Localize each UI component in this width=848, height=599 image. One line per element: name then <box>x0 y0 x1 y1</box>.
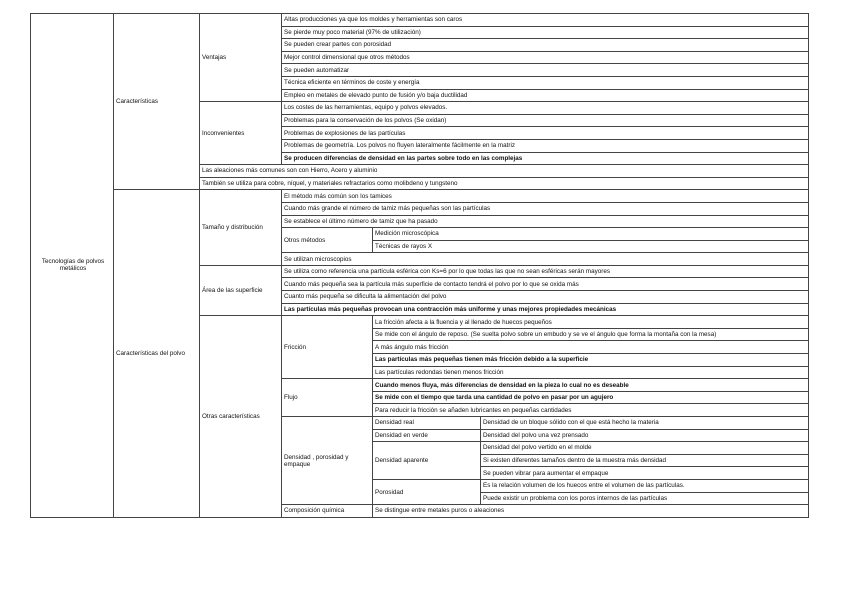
tamano-item: Se establece el último número de tamiz que ha pasado <box>282 215 809 228</box>
area-item: Se utiliza como referencia una partícula esférica con Ks=6 por lo que todas las que no sean esféricas serán mayores <box>282 265 809 278</box>
densidad-aparente-item: Densidad del polvo vertido en el molde <box>481 442 809 455</box>
area-label: Área de las superficie <box>200 265 282 315</box>
nota-item: También se utiliza para cobre, níquel, y materiales refractarios como molibdeno y tungsteno <box>200 177 809 190</box>
flujo-label: Flujo <box>282 379 373 417</box>
porosidad-item: Es la relación volumen de los huecos entre el volumen de las partículas. <box>481 479 809 492</box>
area-item: Cuanto más pequeña se dificulta la alimentación del polvo <box>282 291 809 304</box>
inconveniente-item: Problemas de geometría. Los polvos no fluyen lateralmente fácilmente en la matriz <box>282 139 809 152</box>
densidad-real-text: Densidad de un bloque sólido con el que está hecho la materia <box>481 417 809 430</box>
otras-label: Otras características <box>200 316 282 518</box>
composicion-text: Se distingue entre metales puros o aleaciones <box>373 505 809 518</box>
flujo-item: Se mide con el tiempo que tarda una cantidad de polvo en pasar por un agujero <box>373 391 809 404</box>
otros-metodos-label: Otros métodos <box>282 228 373 253</box>
inconveniente-item: Problemas para la conservación de los polvos (Se oxidan) <box>282 114 809 127</box>
main-topic: Tecnologías de polvos metálicos <box>31 14 114 518</box>
summary-table <box>30 13 809 518</box>
inconveniente-item: Problemas de explosiones de las partículas <box>282 127 809 140</box>
flujo-item: Cuando menos fluya, más diferencias de densidad en la pieza lo cual no es deseable <box>373 379 809 392</box>
area-item: Las partículas más pequeñas provocan una contracción más uniforme y unas mejores propiedades mecánicas <box>282 303 809 316</box>
densidad-aparente-item: Se pueden vibrar para aumentar el empaque <box>481 467 809 480</box>
friccion-item: A más ángulo más fricción <box>373 341 809 354</box>
friccion-item: La fricción afecta a la fluencia y al llenado de huecos pequeños <box>373 316 809 329</box>
densidad-verde-text: Densidad del polvo una vez prensado <box>481 429 809 442</box>
ventaja-item: Mejor control dimensional que otros métodos <box>282 51 809 64</box>
densidad-label: Densidad , porosidad y empaque <box>282 417 373 505</box>
ventaja-item: Empleo en metales de elevado punto de fusión y/o baja ductilidad <box>282 89 809 102</box>
inconveniente-item: Se producen diferencias de densidad en las partes sobre todo en las complejas <box>282 152 809 165</box>
ventaja-item: Se pueden crear partes con porosidad <box>282 39 809 52</box>
section-caracteristicas: Características <box>114 14 200 190</box>
tamano-item: Se utilizan microscopios <box>282 253 809 266</box>
ventajas-label: Ventajas <box>200 14 282 102</box>
densidad-verde-label: Densidad en verde <box>373 429 481 442</box>
porosidad-label: Porosidad <box>373 479 481 504</box>
friccion-item: Se mide con el ángulo de reposo. (Se suelta polvo sobre un embudo y se ve el ángulo que forma la montaña con la mesa) <box>373 328 809 341</box>
nota-item: Las aleaciones más comunes son con Hierro, Acero y aluminio <box>200 165 809 178</box>
otros-metodos-item: Medición microscópica <box>373 228 809 241</box>
tamano-label: Tamaño y distribución <box>200 190 282 266</box>
friccion-label: Fricción <box>282 316 373 379</box>
tamano-item: El método más común son los tamices <box>282 190 809 203</box>
section-polvo: Características del polvo <box>114 190 200 517</box>
ventaja-item: Altas producciones ya que los moldes y herramientas son caros <box>282 14 809 27</box>
densidad-real-label: Densidad real <box>373 417 481 430</box>
ventaja-item: Se pierde muy poco material (97% de utilización) <box>282 26 809 39</box>
composicion-label: Composición química <box>282 505 373 518</box>
tamano-item: Cuando más grande el número de tamiz más pequeñas son las partículas <box>282 202 809 215</box>
ventaja-item: Técnica eficiente en términos de coste y energía <box>282 76 809 89</box>
friccion-item: Las partículas redondas tienen menos fricción <box>373 366 809 379</box>
inconveniente-item: Los costes de las herramientas, equipo y polvos elevados. <box>282 102 809 115</box>
densidad-aparente-item: Si existen diferentes tamaños dentro de la muestra más densidad <box>481 454 809 467</box>
otros-metodos-item: Técnicas de rayos X <box>373 240 809 253</box>
inconvenientes-label: Inconvenientes <box>200 102 282 165</box>
porosidad-item: Puede existir un problema con los poros internos de las partículas <box>481 492 809 505</box>
area-item: Cuando más pequeña sea la partícula más superficie de contacto tendrá el polvo por lo que se oxida más <box>282 278 809 291</box>
flujo-item: Para reducir la fricción se añaden lubricantes en pequeñas cantidades <box>373 404 809 417</box>
densidad-aparente-label: Densidad aparente <box>373 442 481 480</box>
friccion-item: Las partículas más pequeñas tienen más fricción debido a la superficie <box>373 354 809 367</box>
ventaja-item: Se pueden automatizar <box>282 64 809 77</box>
